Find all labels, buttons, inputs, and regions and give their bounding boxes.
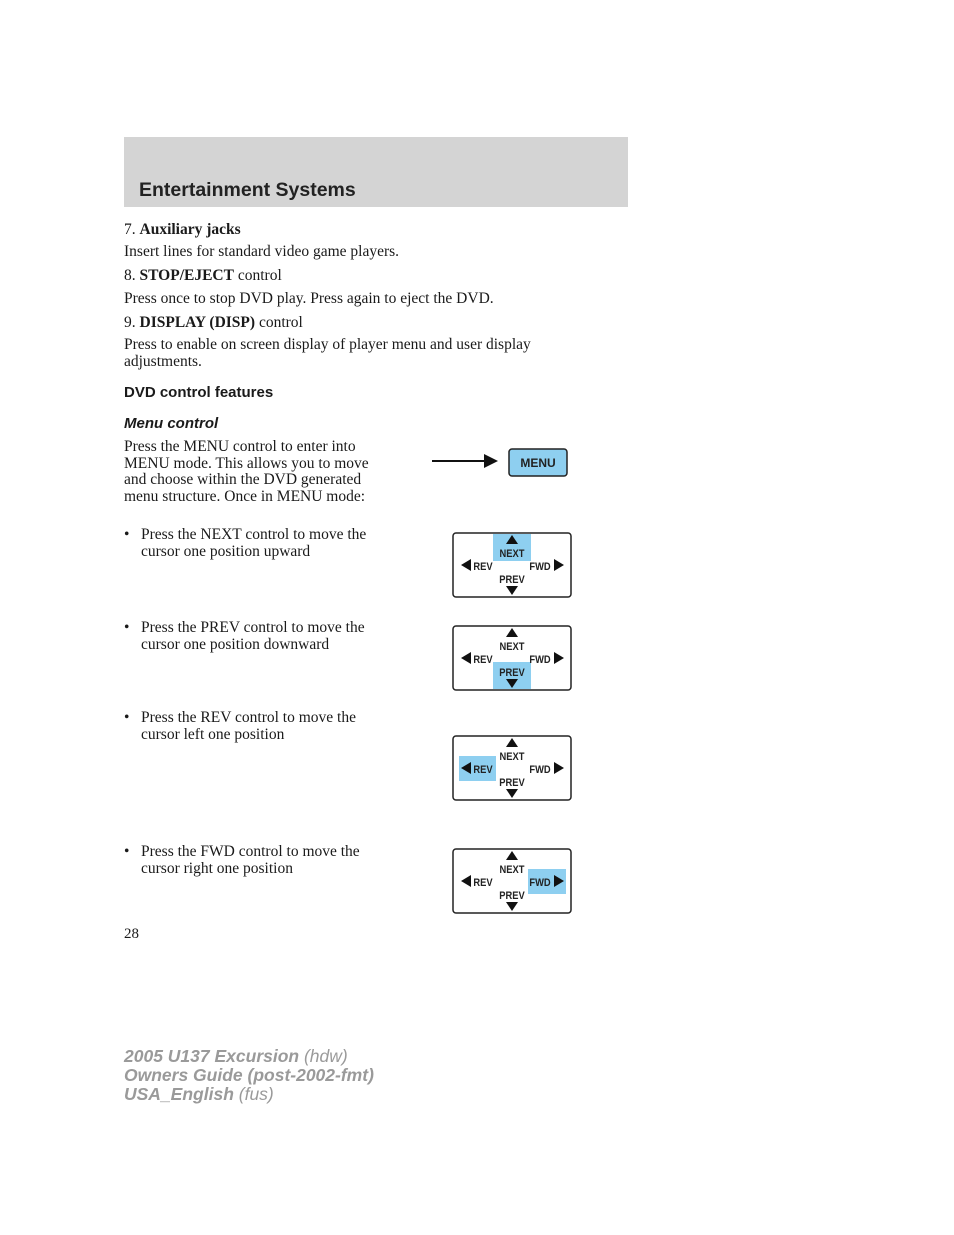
item-7-description: Insert lines for standard video game players. xyxy=(124,243,400,260)
dpad-svg xyxy=(452,532,572,598)
page-number: 28 xyxy=(124,926,139,942)
dpad-svg xyxy=(452,735,572,801)
dpad-diagram-rev xyxy=(452,735,572,801)
item-number: 9. xyxy=(124,314,136,331)
item-9-heading xyxy=(124,315,303,332)
section-header-band xyxy=(124,137,628,207)
dpad-label-rev: REV xyxy=(473,654,493,667)
dpad-label-fwd: FWD xyxy=(529,654,551,667)
bullet-dot: • xyxy=(124,843,130,860)
bullet-dot: • xyxy=(124,526,130,543)
dpad-diagram-next xyxy=(452,532,572,598)
bullet-dot: • xyxy=(124,619,130,636)
menu-intro-text: Press the MENU control to enter into MENU mode. This allows you to move and choose within the DVD generated menu structure. Once in MENU mode: xyxy=(124,438,369,505)
footer-guide: Owners Guide (post-2002-fmt) xyxy=(124,1065,374,1085)
dpad-label-fwd: FWD xyxy=(529,561,551,574)
item-suffix: control xyxy=(233,267,282,284)
dpad-svg xyxy=(452,848,572,914)
arrow-right-icon xyxy=(484,454,498,468)
dpad-svg xyxy=(452,625,572,691)
dpad-label-rev: REV xyxy=(473,877,493,890)
menu-button-graphic xyxy=(430,448,570,478)
bullet-text: Press the PREV control to move the cursor one position downward xyxy=(141,619,365,653)
dpad-label-prev: PREV xyxy=(499,574,525,587)
bullet-text: Press the FWD control to move the cursor right one position xyxy=(141,843,360,877)
item-8-description: Press once to stop DVD play. Press again to eject the DVD. xyxy=(124,290,494,307)
dpad-label-rev: REV xyxy=(473,764,493,777)
section-subtitle: Menu control xyxy=(124,415,219,432)
dpad-label-next: NEXT xyxy=(499,751,525,764)
dpad-label-next: NEXT xyxy=(499,864,525,877)
footer-line-1 xyxy=(124,1047,374,1066)
dpad-label-next: NEXT xyxy=(499,548,525,561)
item-8-heading xyxy=(124,268,282,285)
item-number: 8. xyxy=(124,267,136,284)
footer-lang-code: (fus) xyxy=(233,1084,274,1104)
footer-language: USA_English xyxy=(124,1084,234,1104)
dpad-label-fwd: FWD xyxy=(529,764,551,777)
dpad-label-fwd: FWD xyxy=(529,877,551,890)
item-name: DISPLAY (DISP) xyxy=(139,314,256,331)
footer-model: 2005 U137 Excursion xyxy=(124,1046,300,1066)
footer-code: (hdw) xyxy=(299,1046,348,1066)
footer-line-3 xyxy=(124,1085,374,1104)
bullet-text: Press the NEXT control to move the cursor one position upward xyxy=(141,526,367,560)
item-name: STOP/EJECT xyxy=(139,267,234,284)
footer-line-2 xyxy=(124,1066,374,1085)
bullet-dot: • xyxy=(124,709,130,726)
menu-key-label: MENU xyxy=(520,456,556,470)
bullet-text: Press the REV control to move the cursor left one position xyxy=(141,709,356,743)
dpad-label-prev: PREV xyxy=(499,890,525,903)
item-suffix: control xyxy=(255,314,303,331)
footer-doc-info xyxy=(124,1047,374,1104)
dpad-label-rev: REV xyxy=(473,561,493,574)
item-name: Auxiliary jacks xyxy=(139,221,241,238)
item-9-description: Press to enable on screen display of player menu and user display adjustments. xyxy=(124,336,531,370)
dpad-diagram-prev xyxy=(452,625,572,691)
section-title: DVD control features xyxy=(124,384,274,401)
dpad-label-prev: PREV xyxy=(499,667,525,680)
dpad-label-next: NEXT xyxy=(499,641,525,654)
section-header-title: Entertainment Systems xyxy=(139,179,356,201)
item-number: 7. xyxy=(124,221,136,238)
dpad-diagram-fwd xyxy=(452,848,572,914)
menu-graphic-svg xyxy=(430,448,570,478)
dpad-label-prev: PREV xyxy=(499,777,525,790)
item-7-heading xyxy=(124,222,241,239)
